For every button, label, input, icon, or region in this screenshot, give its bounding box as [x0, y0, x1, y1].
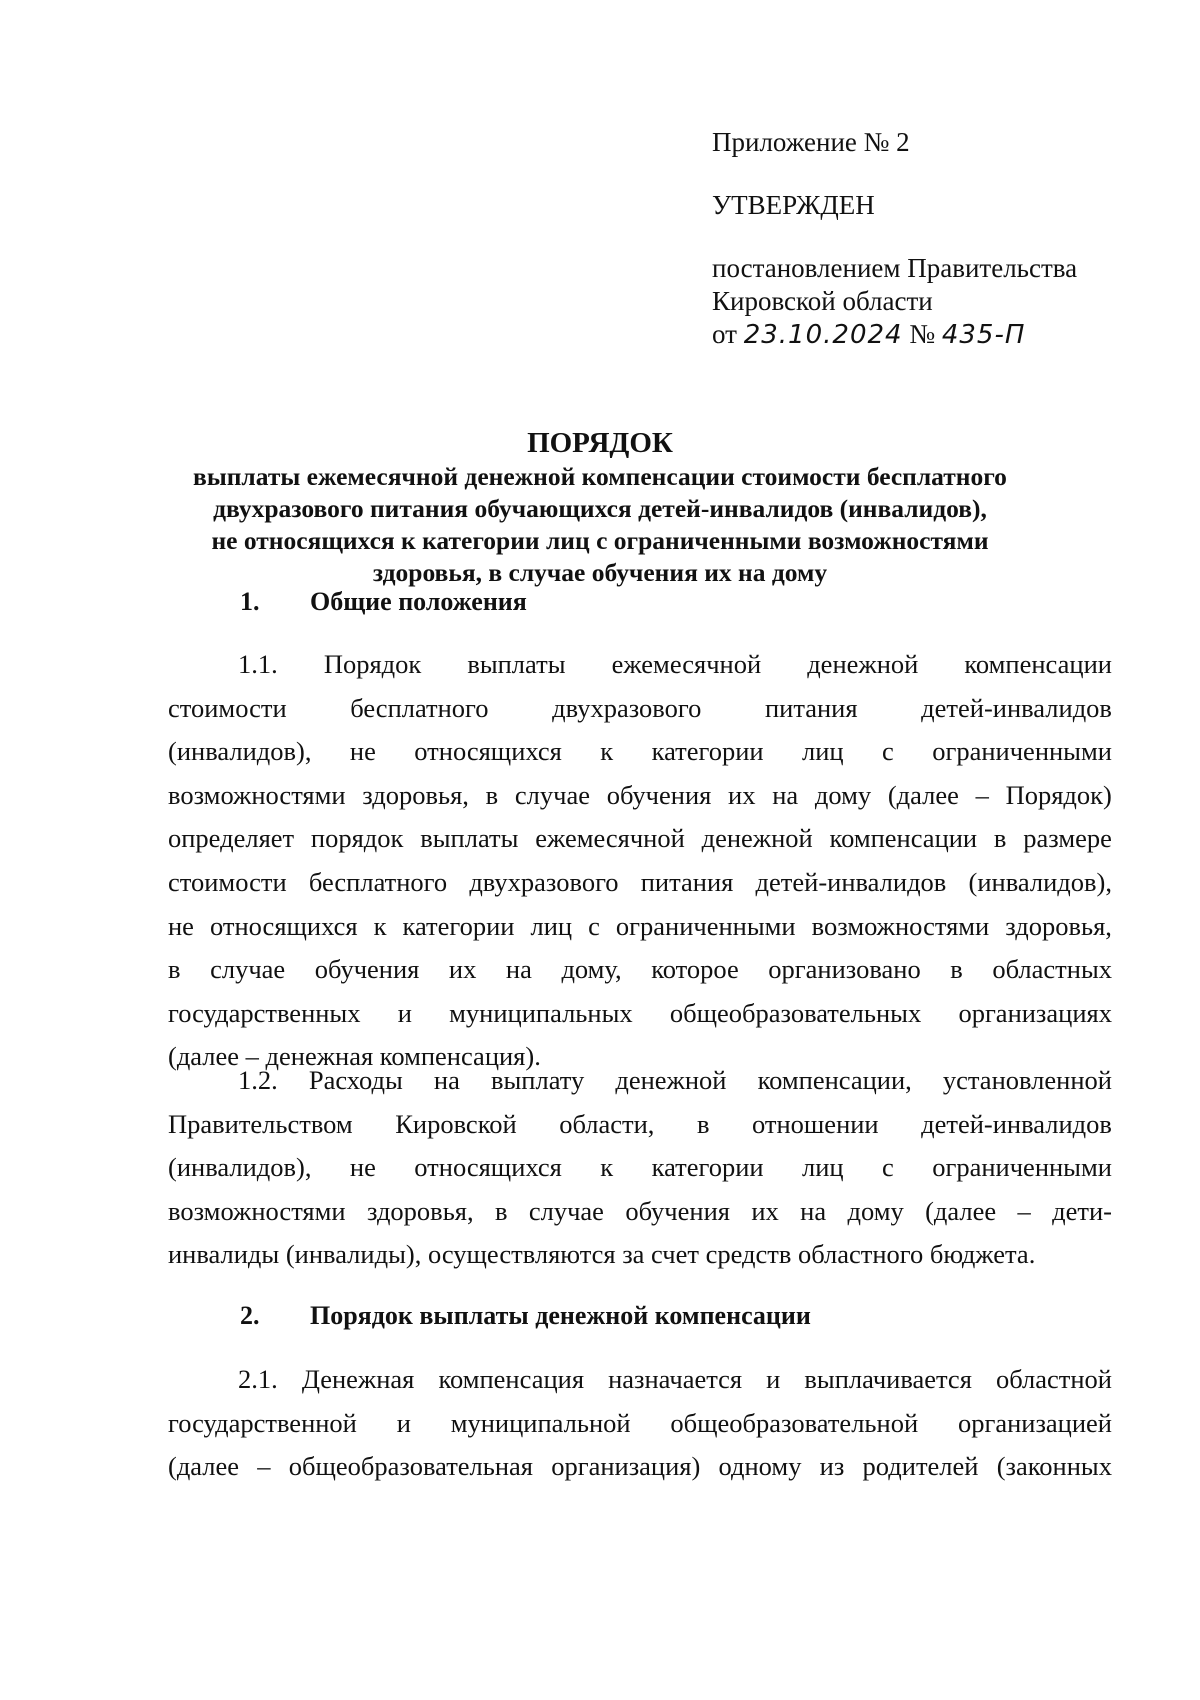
word: Расходы	[308, 1065, 403, 1095]
word: стоимости	[168, 692, 287, 723]
word: их	[751, 1195, 779, 1226]
word: двухразового	[469, 866, 619, 897]
word: и	[766, 1364, 781, 1394]
word: бесплатного	[350, 692, 489, 723]
word: выплаты	[467, 649, 566, 679]
word: и	[397, 997, 412, 1028]
word: в	[950, 954, 963, 985]
text-line	[168, 861, 1112, 905]
word: на	[772, 779, 799, 810]
section-number: 1.	[240, 587, 260, 616]
word: организацией	[957, 1407, 1112, 1438]
text-line	[168, 948, 1112, 992]
text-line	[168, 992, 1112, 1036]
word: лиц	[802, 1152, 844, 1183]
word: к	[373, 910, 387, 941]
word: (инвалидов),	[168, 736, 312, 767]
word: области,	[559, 1108, 655, 1139]
handwritten-number: 435-П	[941, 320, 1026, 350]
word: компенсации	[964, 649, 1112, 679]
handwritten-date: 23.10.2024	[743, 320, 903, 350]
word: общеобразовательной	[670, 1407, 919, 1438]
word: возможностями	[168, 779, 346, 810]
word: в	[993, 823, 1007, 854]
word: –	[257, 1451, 271, 1482]
word: выплату	[490, 1065, 585, 1095]
word: здоровья,	[362, 779, 469, 810]
word: здоровья,	[1005, 910, 1112, 941]
title-subtitle	[120, 461, 1080, 589]
word: их	[448, 954, 477, 985]
word: с	[588, 910, 600, 941]
word: общеобразовательных	[669, 997, 922, 1028]
word: ежемесячной	[611, 649, 762, 679]
approved-by-line-2: Кировской области	[712, 286, 933, 316]
text-line: (далее – денежная компенсация).	[168, 1041, 541, 1072]
section-1-heading	[240, 586, 527, 618]
word: возможностями	[811, 910, 990, 941]
word: категории	[402, 910, 515, 941]
word: случае	[514, 779, 590, 810]
word: компенсации	[829, 823, 978, 854]
word: ограниченными	[615, 910, 796, 941]
word: (законных	[996, 1451, 1112, 1482]
word: питания	[640, 866, 734, 897]
text-line	[168, 643, 1112, 687]
word: выплаты	[420, 823, 519, 854]
word: относящихся	[414, 736, 562, 767]
word: не	[168, 910, 194, 941]
word: в	[485, 779, 499, 810]
word: из	[819, 1451, 845, 1482]
word: ограниченными	[932, 1152, 1112, 1183]
word: родителей	[862, 1451, 979, 1482]
text-line	[168, 1190, 1112, 1234]
word: областных	[992, 954, 1112, 985]
word: 2.1.	[238, 1364, 278, 1394]
text-line	[168, 730, 1112, 774]
word: (инвалидов),	[168, 1152, 312, 1183]
word: которое	[651, 954, 739, 985]
section-1-paragraph-1	[168, 643, 1112, 1079]
word: обучения	[625, 1195, 730, 1226]
text-line	[168, 905, 1112, 949]
section-number: 2.	[240, 1301, 260, 1330]
word: возможностями	[168, 1195, 346, 1226]
number-prefix: №	[909, 319, 936, 349]
approval-block	[712, 126, 1152, 352]
title-line: здоровья, в случае обучения их на дому	[372, 558, 828, 587]
word: случае	[528, 1195, 604, 1226]
word: муниципальных	[449, 997, 633, 1028]
section-title: Порядок выплаты денежной компенсации	[310, 1301, 811, 1330]
word: к	[600, 736, 614, 767]
word: относящихся	[414, 1152, 562, 1183]
word: определяет	[168, 823, 295, 854]
word: детей-инвалидов	[755, 866, 947, 897]
word: бесплатного	[308, 866, 448, 897]
text-line	[168, 817, 1112, 861]
text-line	[168, 1358, 1112, 1402]
word: на	[800, 1195, 827, 1226]
word: –	[975, 779, 989, 810]
word: 1.1.	[238, 649, 278, 679]
word: к	[600, 1152, 614, 1183]
word: (далее	[925, 1195, 997, 1226]
document-title	[120, 425, 1080, 589]
word: –	[1017, 1195, 1031, 1226]
word: компенсация	[438, 1364, 585, 1394]
word: дети-	[1052, 1195, 1112, 1226]
word: двухразового	[552, 692, 702, 723]
word: установленной	[942, 1065, 1112, 1095]
word: Денежная	[301, 1364, 415, 1394]
word: назначается	[608, 1364, 743, 1394]
word: организовано	[768, 954, 921, 985]
word: денежной	[807, 649, 919, 679]
word: дому	[847, 1195, 904, 1226]
word: организациях	[958, 997, 1112, 1028]
word: дому,	[561, 954, 622, 985]
text-line	[168, 774, 1112, 818]
word: не	[349, 736, 376, 767]
approved-label: УТВЕРЖДЕН	[712, 190, 875, 220]
word: лиц	[802, 736, 844, 767]
text-line: инвалиды (инвалиды), осуществляются за счет средств областного бюджета.	[168, 1239, 1036, 1270]
text-line	[168, 687, 1112, 731]
word: не	[349, 1152, 376, 1183]
word: компенсации,	[757, 1065, 912, 1095]
word: в	[696, 1108, 710, 1139]
title-line: выплаты ежемесячной денежной компенсации стоимости бесплатного	[193, 462, 1007, 491]
text-line	[168, 1445, 1112, 1489]
word: организация)	[551, 1451, 701, 1482]
word: с	[882, 736, 894, 767]
word: Кировской	[395, 1108, 517, 1139]
word: детей-инвалидов	[921, 1108, 1112, 1139]
word: 1.2.	[238, 1065, 278, 1095]
word: питания	[764, 692, 858, 723]
word: общеобразовательная	[288, 1451, 533, 1482]
word: детей-инвалидов	[921, 692, 1112, 723]
word: размере	[1023, 823, 1112, 854]
word: (далее	[168, 1451, 240, 1482]
word: лиц	[530, 910, 573, 941]
text-line	[168, 1146, 1112, 1190]
word: государственной	[168, 1407, 357, 1438]
word: на	[433, 1065, 460, 1095]
word: здоровья,	[366, 1195, 474, 1226]
word: (инвалидов),	[968, 866, 1112, 897]
word: случае	[210, 954, 286, 985]
title-line: не относящихся к категории лиц с ограниченными возможностями	[211, 526, 989, 555]
word: Порядок	[323, 649, 422, 679]
word: в	[168, 954, 181, 985]
section-1-paragraph-2	[168, 1059, 1112, 1277]
word: с	[882, 1152, 894, 1183]
word: денежной	[701, 823, 813, 854]
word: категории	[651, 736, 764, 767]
section-2-paragraph-1	[168, 1358, 1112, 1489]
word: Правительством	[168, 1108, 353, 1139]
title-main: ПОРЯДОК	[527, 427, 673, 459]
section-2-heading	[240, 1300, 811, 1332]
word: и	[396, 1407, 411, 1438]
word: обучения	[314, 954, 420, 985]
word: ограниченными	[932, 736, 1112, 767]
appendix-label: Приложение № 2	[712, 127, 910, 157]
word: Порядок)	[1005, 779, 1112, 810]
word: (далее	[887, 779, 959, 810]
word: стоимости	[168, 866, 287, 897]
word: денежной	[615, 1065, 727, 1095]
word: обучения	[606, 779, 712, 810]
word: выплачивается	[804, 1364, 972, 1394]
word: на	[505, 954, 532, 985]
word: категории	[651, 1152, 764, 1183]
word: государственных	[168, 997, 361, 1028]
text-line	[168, 1059, 1112, 1103]
word: отношении	[751, 1108, 879, 1139]
approval-date-line	[712, 318, 1152, 352]
date-prefix: от	[712, 319, 737, 349]
text-line	[168, 1103, 1112, 1147]
word: в	[494, 1195, 508, 1226]
word: порядок	[310, 823, 404, 854]
word: муниципальной	[450, 1407, 631, 1438]
word: ежемесячной	[535, 823, 685, 854]
approved-by-line-1: постановлением Правительства	[712, 253, 1078, 283]
word: областной	[995, 1364, 1112, 1394]
section-title: Общие положения	[310, 587, 527, 616]
word: дому	[814, 779, 872, 810]
text-line	[168, 1402, 1112, 1446]
word: их	[728, 779, 756, 810]
word: одному	[718, 1451, 802, 1482]
title-line: двухразового питания обучающихся детей-инвалидов (инвалидов),	[213, 494, 987, 523]
word: относящихся	[209, 910, 358, 941]
